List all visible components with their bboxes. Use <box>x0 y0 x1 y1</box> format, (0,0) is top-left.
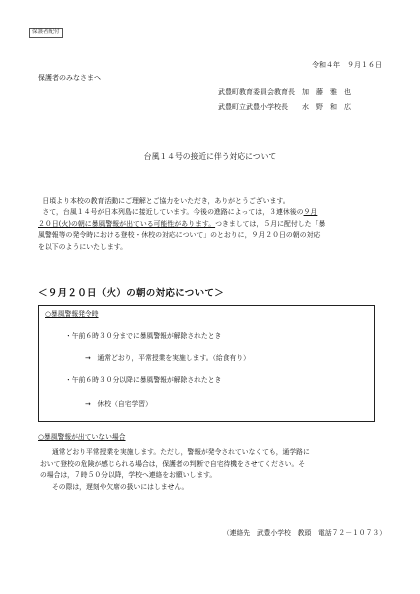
intro-line-3: つきましては，５月に配付した「暴 <box>215 219 326 228</box>
case-2-text: ・午前６時３０分以降に暴風警報が解除されたとき <box>65 376 222 384</box>
no-warning-line-4: その際は，遅刻や欠席の扱いにはしません。 <box>52 482 189 491</box>
no-warning-heading: ○暴風警報が出ていない場合 <box>38 433 126 441</box>
intro-line-1: 日頃より本校の教育活動にご理解とご協力をいただき，ありがとうございます。 <box>42 197 290 205</box>
section-title: ＜９月２０日（火）の朝の対応について＞ <box>38 288 225 299</box>
sender-superintendent: 武豊町教育委員会教育長 加 藤 雅 也 <box>218 88 351 96</box>
recipient-line: 保護者のみなさまへ <box>38 74 101 82</box>
case-1-text: ・午前６時３０分までに暴風警報が解除されたとき <box>65 332 222 340</box>
warning-box <box>38 305 375 422</box>
box-heading: ○暴風警報発令時 <box>45 310 99 318</box>
case-1 <box>65 333 221 340</box>
no-warning-paragraph <box>40 447 382 493</box>
intro-line-2: さて，台風１４号が日本列島に接近しています。今後の進路によっては，３連休後の <box>42 208 304 217</box>
case-1-result: → 通常どおり，平常授業を実施します。（給食有り） <box>85 354 250 362</box>
notice-title: 台風１４号の接近に伴う対応について <box>143 152 277 161</box>
distribution-tag: 保護者配付 <box>29 28 63 38</box>
intro-line-2-underlined: ９月 <box>303 208 318 217</box>
case-2-result: → 休校（自宅学習） <box>85 400 152 408</box>
case-2 <box>65 377 221 384</box>
contact-info: （連絡先 武豊小学校 教頭 電話７２－１０７３） <box>222 529 386 537</box>
issue-date: 令和４年 ９月１６日 <box>312 61 382 69</box>
intro-line-3-underlined: ２０日(火)の朝に暴風警報が出ている可能性があります。 <box>38 219 216 228</box>
no-warning-line-3: の場合は，７時５０分以降，学校へ連絡をお願いします。 <box>40 471 217 480</box>
sender-principal: 武豊町立武豊小学校長 水 野 和 広 <box>218 103 351 111</box>
no-warning-line-2: おいて登校の危険が感じられる場合は，保護者の判断で自宅待機をさせてください。そ <box>40 459 306 468</box>
intro-line-5: を以下のようにいたします。 <box>38 242 128 251</box>
no-warning-line-1: 通常どおり平常授業を実施します。ただし，警報が発令されていなくても，通学路に <box>52 448 310 456</box>
intro-paragraph <box>38 196 388 253</box>
intro-line-4: 風警報等の発令時における登校・休校の対応について」のとおりに，９月２０日の朝の対応 <box>38 231 321 240</box>
